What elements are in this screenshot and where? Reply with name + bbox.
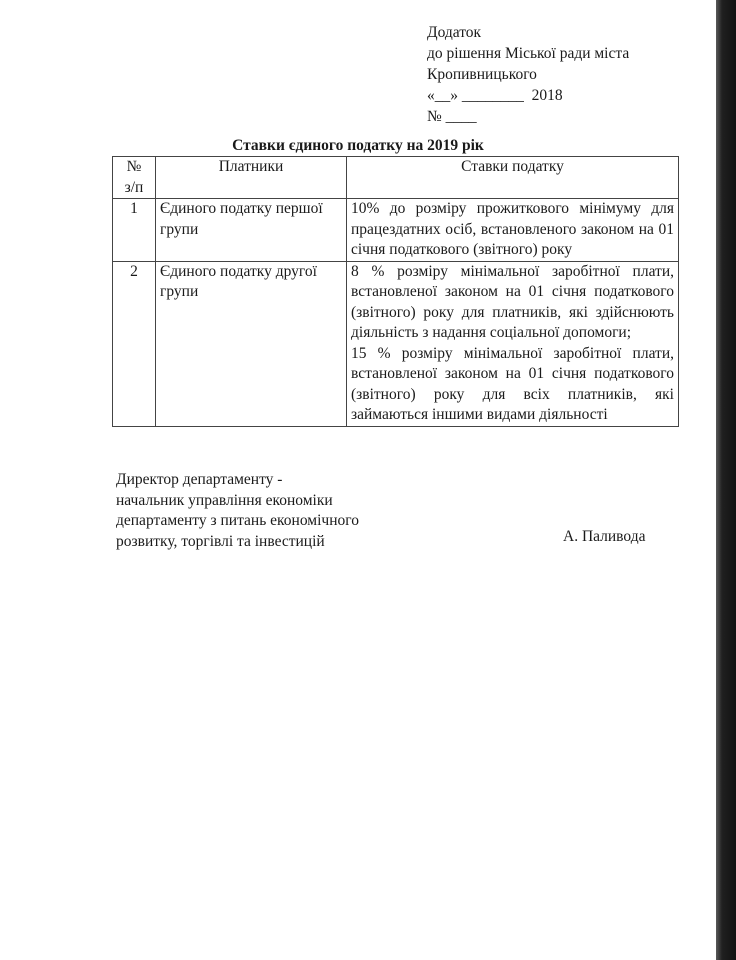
signature-line: департаменту з питань економічного xyxy=(116,512,359,529)
header-number-text: № з/п xyxy=(124,158,144,196)
signer-name: А. Паливода xyxy=(563,528,646,545)
row-payer: Єдиного податку другої групи xyxy=(156,261,347,426)
header-number xyxy=(113,157,156,199)
row-number: 2 xyxy=(113,261,156,426)
table-row xyxy=(113,261,679,426)
table-header-row xyxy=(113,157,679,199)
row-rate-part: 8 % розміру мінімальної заробітної плати, встановленої законом на 01 січня податкового (звітного) року для платників, які здійснюють діяльність з надання соціальної допомоги; xyxy=(351,262,674,341)
signature-line: начальник управління економіки xyxy=(116,491,333,509)
addendum-block xyxy=(427,22,629,127)
table-row xyxy=(113,199,679,262)
page-edge-shadow xyxy=(716,0,736,960)
signature-line: розвитку, торгівлі та інвестицій xyxy=(116,532,325,550)
document-title: Ставки єдиного податку на 2019 рік xyxy=(232,137,484,154)
row-number: 1 xyxy=(113,199,156,262)
row-rate xyxy=(347,261,679,426)
addendum-line: № ____ xyxy=(427,108,477,125)
header-payers: Платники xyxy=(156,157,347,199)
tax-rates-table xyxy=(112,156,679,427)
addendum-line: до рішення Міської ради міста xyxy=(427,45,630,62)
addendum-line: «__» ________ 2018 xyxy=(427,87,563,104)
addendum-line: Додаток xyxy=(427,24,482,41)
addendum-line: Кропивницького xyxy=(427,66,537,83)
row-payer: Єдиного податку першої групи xyxy=(156,199,347,262)
row-rate-part: 15 % розміру мінімальної заробітної плати, встановленої законом на 01 січня податкового (звітного) року для всіх платників, які займаються іншими видами діяльності xyxy=(351,344,674,423)
signature-line: Директор департаменту - xyxy=(116,471,283,488)
signature-block xyxy=(116,470,359,552)
header-rates: Ставки податку xyxy=(347,157,679,199)
row-rate: 10% до розміру прожиткового мінімуму для працездатних осіб, встановленого законом на 01 січня податкового (звітного) року xyxy=(347,199,679,262)
